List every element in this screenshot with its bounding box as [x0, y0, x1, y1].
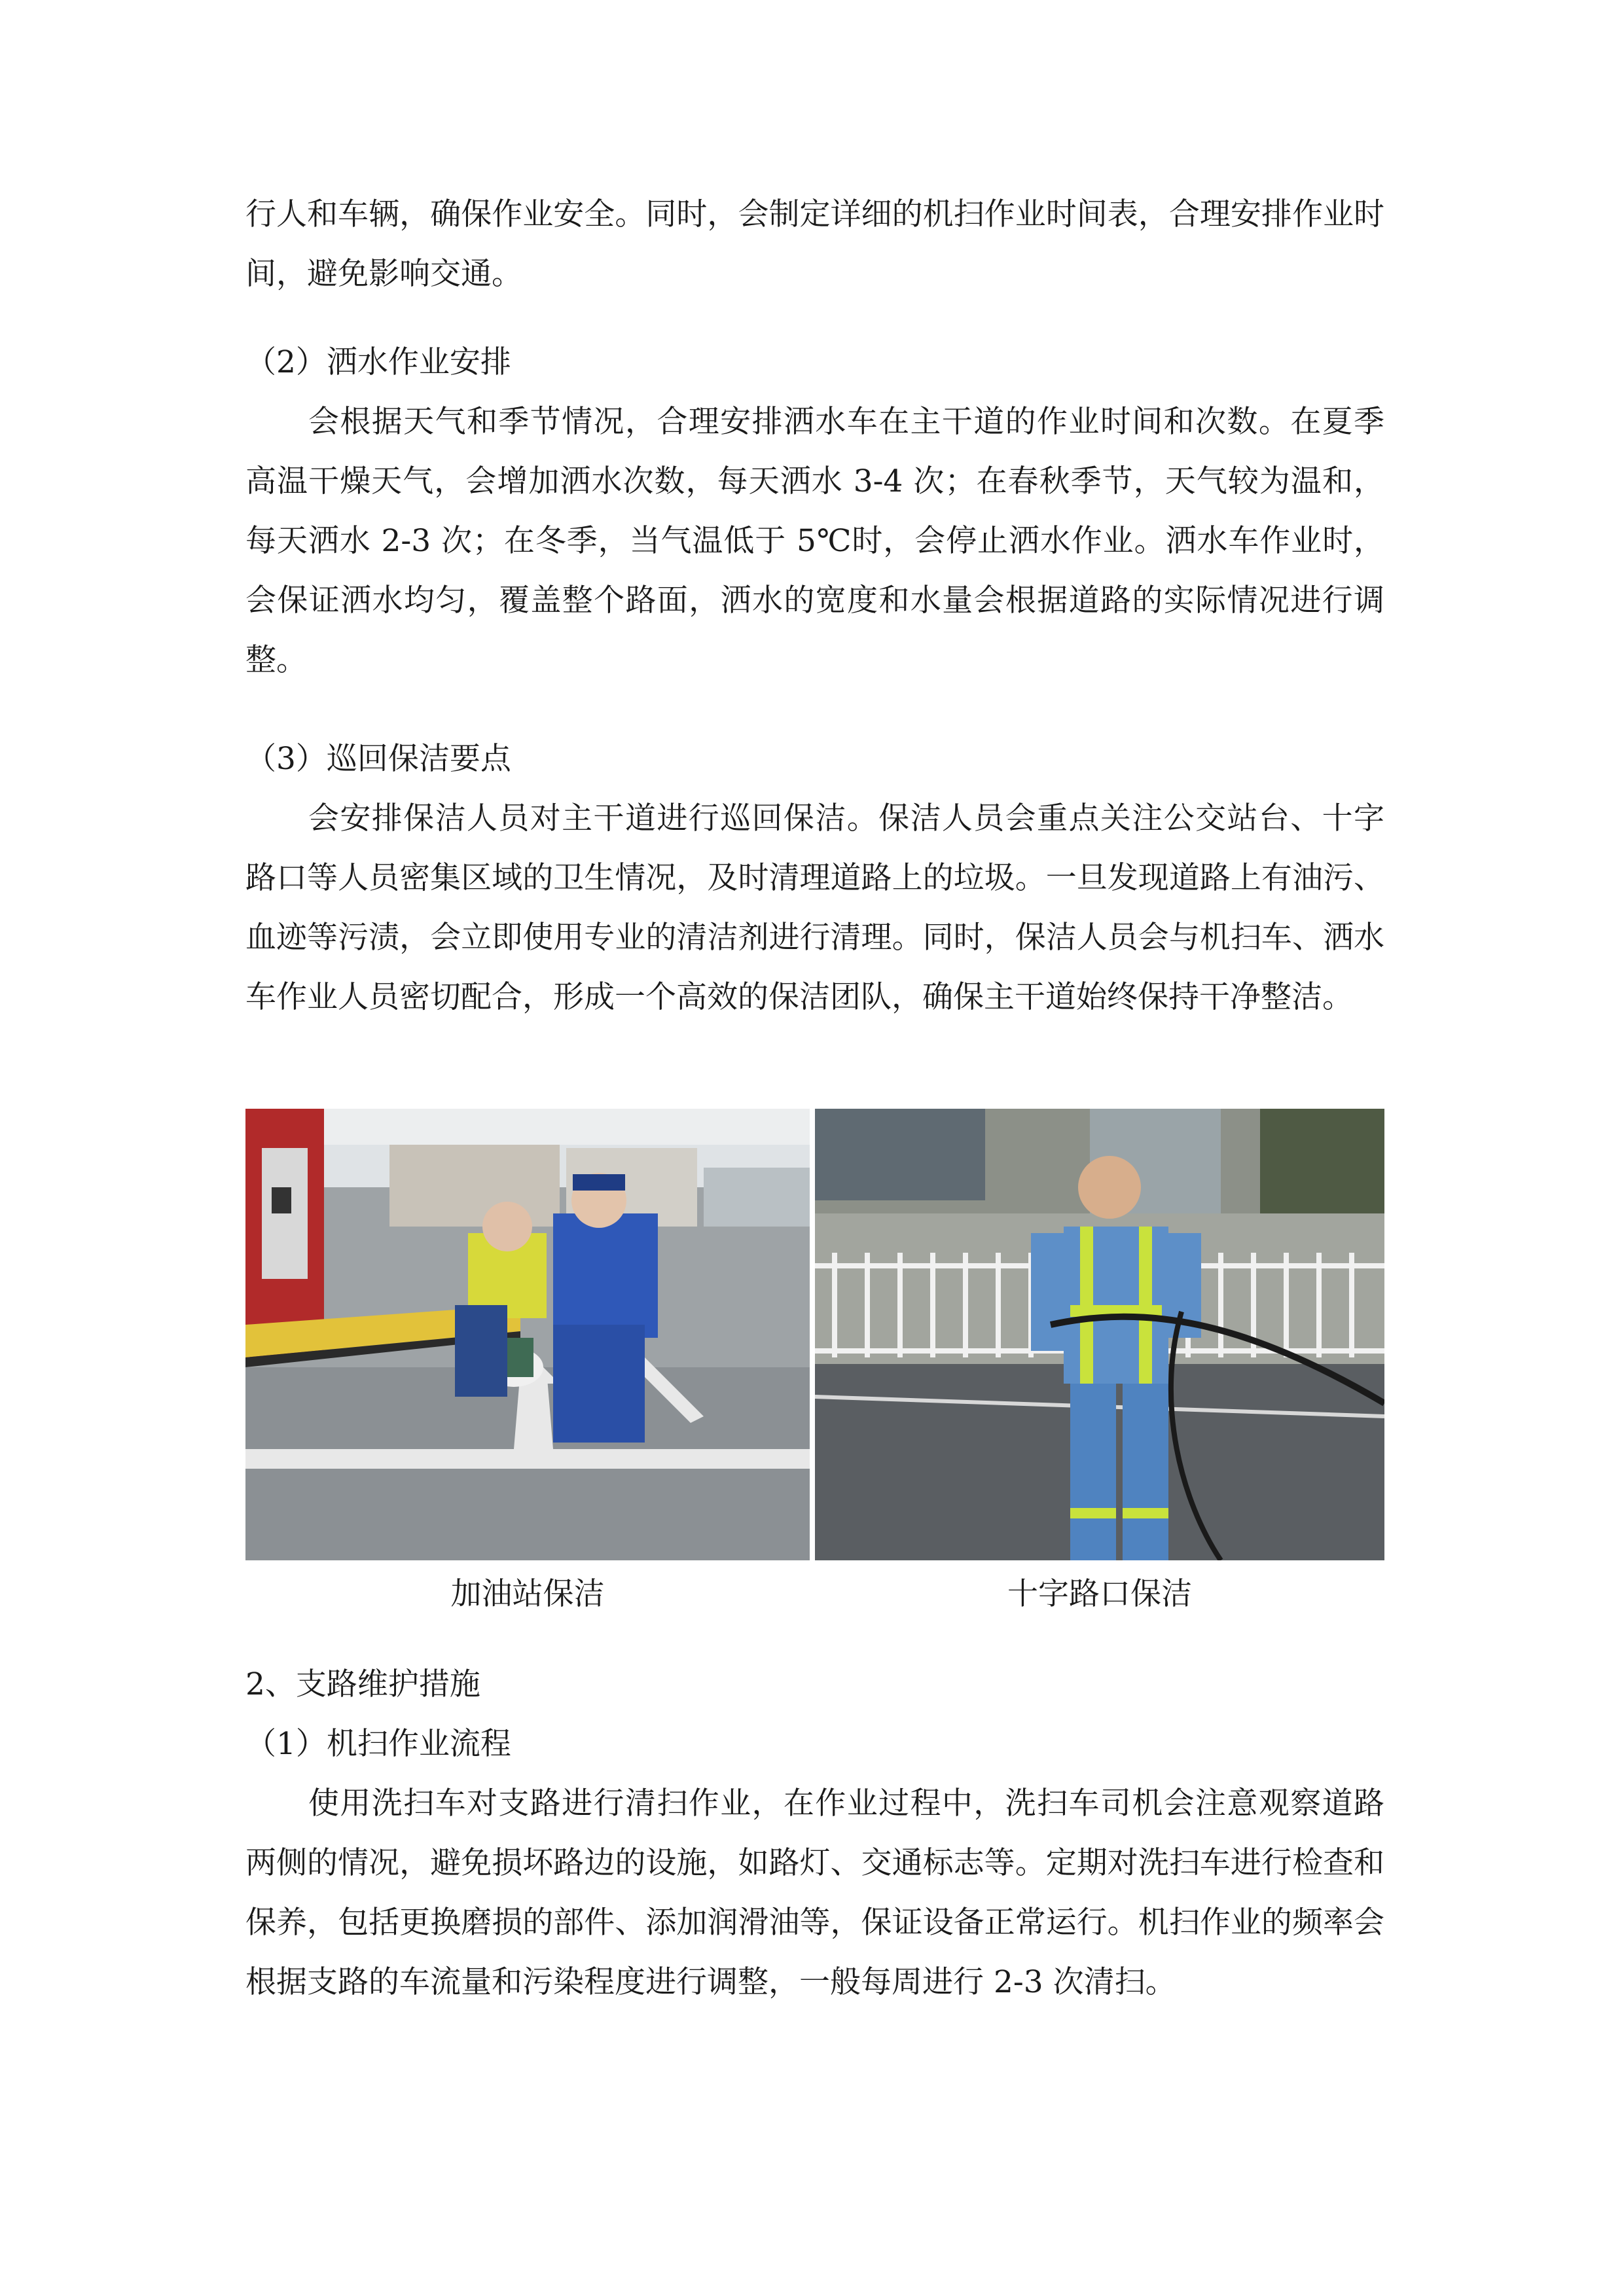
heading-sprinkling: （2）洒水作业安排	[245, 344, 511, 380]
paragraph-sprinkling: 会根据天气和季节情况，合理安排洒水车在主干道的作业时间和次数。在夏季高温干燥天气，会增加洒水次数，每天洒水 3-4 次；在春秋季节，天气较为温和，每天洒水 2-3 次；在冬季，当气温低于 5℃时，会停止洒水作业。洒水车作业时，会保证洒水均匀，覆盖整个路面，洒水的宽度和水量会根据道路的实际情况进行调整。	[245, 404, 1384, 678]
heading-machine-sweeping: （1）机扫作业流程	[245, 1726, 511, 1762]
section2	[245, 1655, 1384, 2012]
paragraph-machine-sweeping: 使用洗扫车对支路进行清扫作业，在作业过程中，洗扫车司机会注意观察道路两侧的情况，避免损坏路边的设施，如路灯、交通标志等。定期对洗扫车进行检查和保养，包括更换磨损的部件、添加润滑油等，保证设备正常运行。机扫作业的频率会根据支路的车流量和污染程度进行调整，一般每周进行 2-3 次清扫。	[245, 1785, 1384, 2000]
paragraph-patrol: 会安排保洁人员对主干道进行巡回保洁。保洁人员会重点关注公交站台、十字路口等人员密集区域的卫生情况，及时清理道路上的垃圾。一旦发现道路上有油污、血迹等污渍，会立即使用专业的清洁剂进行清理。同时，保洁人员会与机扫车、洒水车作业人员密切配合，形成一个高效的保洁团队，确保主干道始终保持干净整洁。	[245, 800, 1384, 1015]
caption-gas-station: 加油站保洁	[450, 1576, 605, 1612]
section2-title: 2、支路维护措施	[245, 1666, 480, 1702]
caption-intersection: 十字路口保洁	[1007, 1576, 1192, 1612]
section1-sprinkling	[245, 332, 1384, 690]
paragraph-intro: 行人和车辆，确保作业安全。同时，会制定详细的机扫作业时间表，合理安排作业时间，避免影响交通。	[245, 196, 1384, 292]
section1-text	[245, 185, 1384, 304]
heading-patrol: （3）巡回保洁要点	[245, 741, 511, 777]
intersection-cleaning-photo	[815, 1109, 1384, 1560]
photo-row	[245, 1109, 1384, 1560]
section1-patrol	[245, 729, 1384, 1027]
gas-station-cleaning-photo	[245, 1109, 810, 1560]
